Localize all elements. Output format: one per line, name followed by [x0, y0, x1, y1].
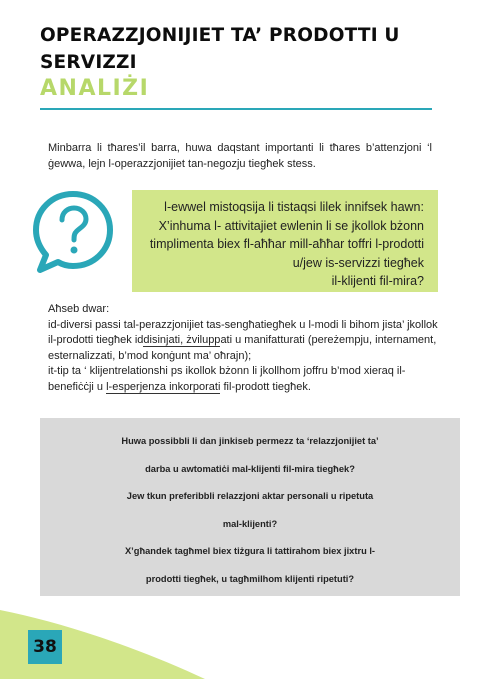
callout-line: l-ewwel mistoqsija li tistaqsi lilek innifsek hawn:	[164, 200, 424, 214]
page-title: OPERAZZJONIJIET TA’ PRODOTTI U SERVIZZI	[40, 25, 400, 73]
body-paragraph-2	[48, 364, 443, 395]
callout-line: u/jew is-servizzi tiegħek	[292, 255, 424, 270]
title-divider	[40, 108, 432, 110]
body-text-run: ati u manifatturati (pereżempju, internament, esternalizzati, b’mod konġunt ma’ oħrajn);	[48, 334, 437, 362]
question-line: darba u awtomatiċi mal-klijenti fil-mira tiegħek?	[145, 464, 355, 474]
body-text-run: id-diversi passi tal-perazzjonijiet tas-sengħatiegħek u l-modi li bihom jista’ jkollok il-prodotti tiegħek id	[48, 318, 438, 347]
callout-line: il-klijenti fil-mira?	[331, 274, 424, 288]
footer-decoration	[0, 596, 480, 679]
body-text-run: fil-prodott tiegħek.	[220, 380, 311, 393]
page-number: 38	[28, 630, 62, 664]
page-subtitle: ANALIŻI	[40, 76, 150, 101]
question-line: prodotti tiegħek, u tagħmilhom klijenti ripetuti?	[145, 574, 355, 584]
body-text	[48, 302, 443, 396]
body-heading: Aħseb dwar:	[48, 303, 110, 315]
question-bubble-icon	[28, 186, 118, 276]
question-line: X’għandek tagħmel biex tiżgura li tattirahom biex jixtru l-	[124, 546, 376, 556]
body-text-run: it-tip ta ‘ klijentrelationshi ps ikollok bżonn li jkollhom joffru b’mod xieraq il-benefiċċji u	[48, 365, 406, 393]
question-line: Jew tkun preferibbli relazzjoni aktar personali u ripetuta	[126, 491, 374, 501]
underlined-phrase: disinjati, żvilupp	[143, 334, 221, 347]
callout-line: X’inhuma l- attivitajiet ewlenin li se jkollok bżonn	[158, 218, 424, 233]
callout-box	[132, 190, 438, 292]
callout-line: timplimenta biex fl-aħħar mill-aħħar toffri l-prodotti	[149, 237, 424, 251]
questions-panel	[40, 418, 460, 596]
underlined-phrase: l-esperjenza inkorporati	[106, 380, 221, 393]
intro-paragraph: Minbarra li tħares’il barra, huwa daqstant importanti li tħares b’attenzjoni ‘l ġewwa, lejn l-operazzjonijiet tan-negozju tiegħek stess.	[48, 142, 432, 170]
question-line: Huwa possibbli li dan jinkiseb permezz ta ‘relazzjonijiet ta’	[121, 436, 379, 446]
question-line: mal-klijenti?	[222, 519, 278, 529]
callout-text	[134, 198, 424, 291]
body-paragraph-1	[48, 318, 443, 365]
